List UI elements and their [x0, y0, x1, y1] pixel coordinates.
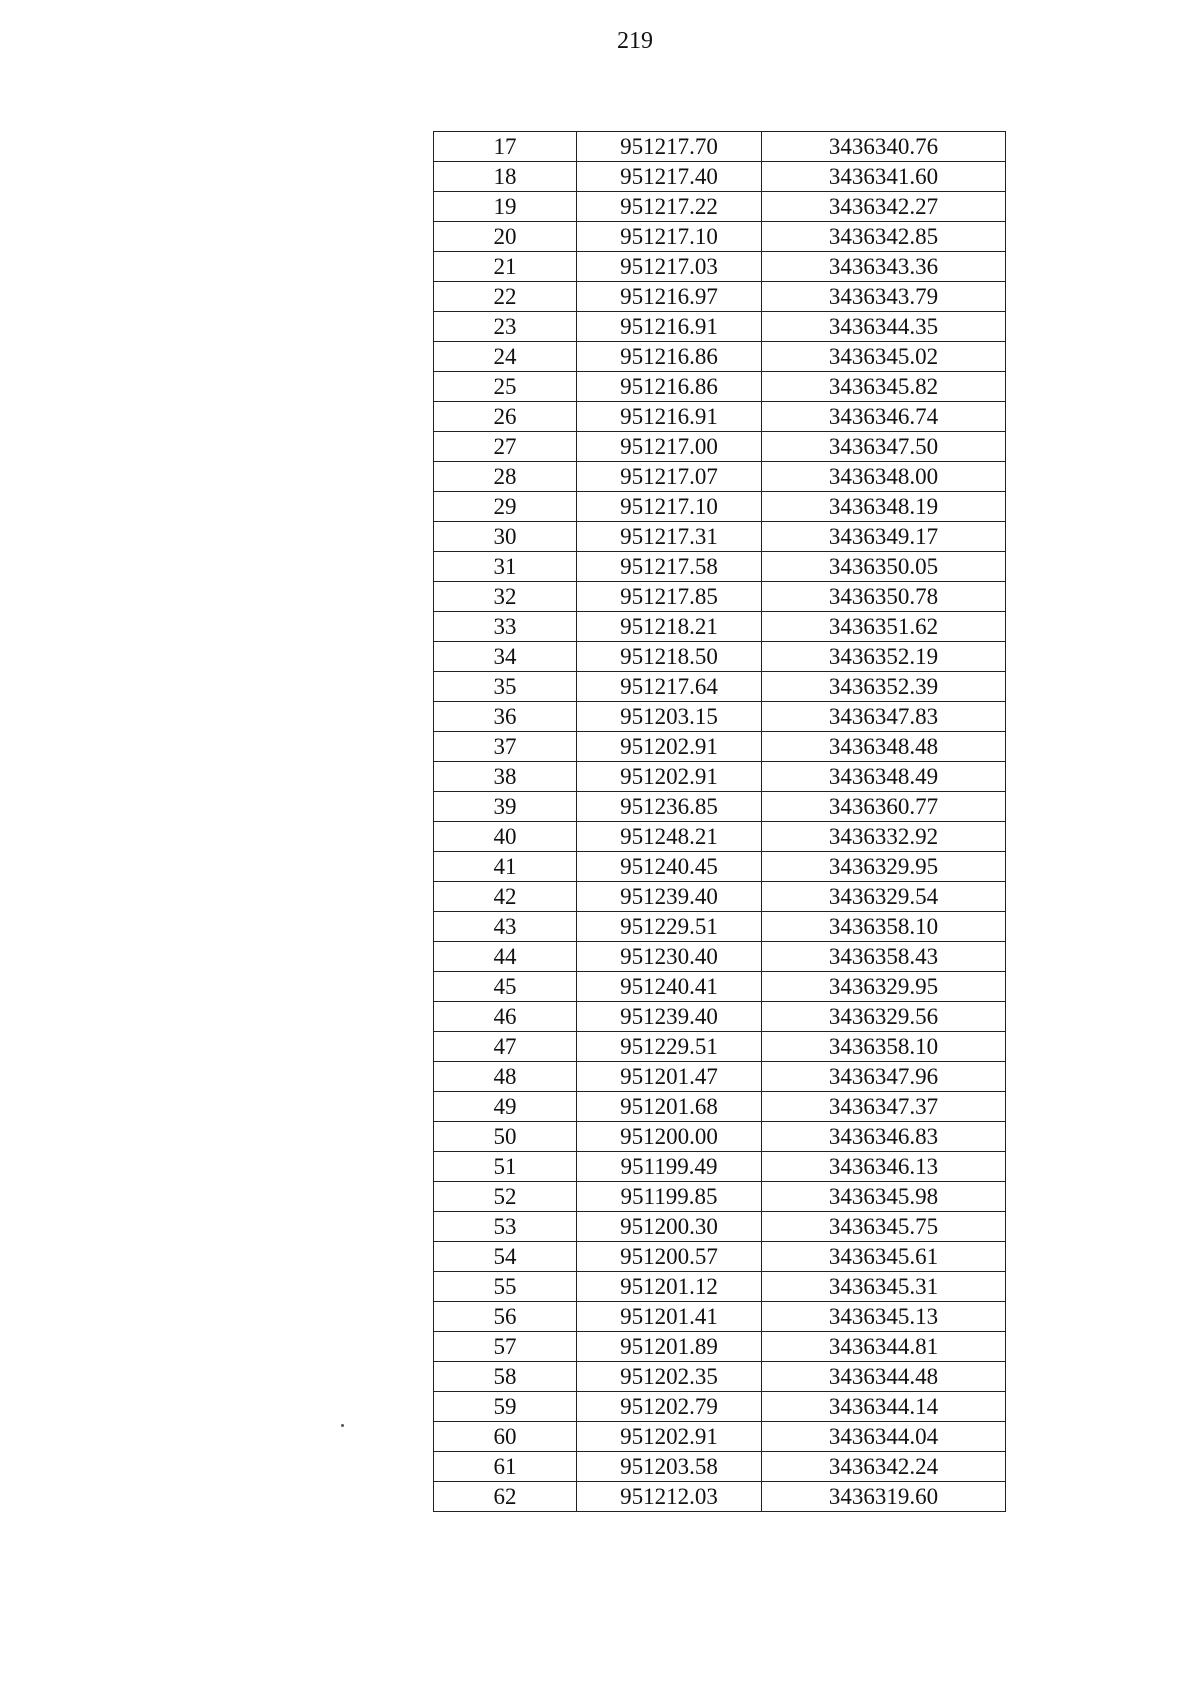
table-row	[434, 912, 1006, 942]
y-coordinate-cell: 3436351.62	[762, 612, 1006, 642]
x-coordinate-cell: 951217.40	[577, 162, 762, 192]
table-row	[434, 222, 1006, 252]
point-number-cell: 30	[434, 522, 577, 552]
x-coordinate-cell: 951202.91	[577, 762, 762, 792]
point-number-cell: 62	[434, 1482, 577, 1512]
y-coordinate-cell: 3436341.60	[762, 162, 1006, 192]
y-coordinate-cell: 3436329.54	[762, 882, 1006, 912]
table-row	[434, 1062, 1006, 1092]
table-row	[434, 1152, 1006, 1182]
table-row	[434, 1362, 1006, 1392]
table-row	[434, 522, 1006, 552]
x-coordinate-cell: 951199.49	[577, 1152, 762, 1182]
table-row	[434, 282, 1006, 312]
point-number-cell: 56	[434, 1302, 577, 1332]
x-coordinate-cell: 951217.70	[577, 132, 762, 162]
point-number-cell: 24	[434, 342, 577, 372]
table-row	[434, 342, 1006, 372]
x-coordinate-cell: 951216.91	[577, 312, 762, 342]
x-coordinate-cell: 951200.57	[577, 1242, 762, 1272]
y-coordinate-cell: 3436348.49	[762, 762, 1006, 792]
x-coordinate-cell: 951217.00	[577, 432, 762, 462]
y-coordinate-cell: 3436345.02	[762, 342, 1006, 372]
table-row	[434, 1122, 1006, 1152]
table-row	[434, 612, 1006, 642]
table-row	[434, 462, 1006, 492]
point-number-cell: 58	[434, 1362, 577, 1392]
y-coordinate-cell: 3436345.13	[762, 1302, 1006, 1332]
point-number-cell: 42	[434, 882, 577, 912]
point-number-cell: 52	[434, 1182, 577, 1212]
y-coordinate-cell: 3436352.19	[762, 642, 1006, 672]
point-number-cell: 43	[434, 912, 577, 942]
table-row	[434, 402, 1006, 432]
y-coordinate-cell: 3436352.39	[762, 672, 1006, 702]
point-number-cell: 53	[434, 1212, 577, 1242]
coordinate-table	[433, 131, 1006, 1512]
table-row	[434, 732, 1006, 762]
table-row	[434, 432, 1006, 462]
point-number-cell: 36	[434, 702, 577, 732]
x-coordinate-cell: 951217.07	[577, 462, 762, 492]
x-coordinate-cell: 951239.40	[577, 882, 762, 912]
table-row	[434, 1242, 1006, 1272]
x-coordinate-cell: 951200.00	[577, 1122, 762, 1152]
table-row	[434, 1212, 1006, 1242]
y-coordinate-cell: 3436347.50	[762, 432, 1006, 462]
y-coordinate-cell: 3436347.96	[762, 1062, 1006, 1092]
point-number-cell: 51	[434, 1152, 577, 1182]
y-coordinate-cell: 3436349.17	[762, 522, 1006, 552]
table-row	[434, 1272, 1006, 1302]
y-coordinate-cell: 3436329.56	[762, 1002, 1006, 1032]
table-row	[434, 852, 1006, 882]
y-coordinate-cell: 3436358.10	[762, 912, 1006, 942]
table-row	[434, 942, 1006, 972]
point-number-cell: 29	[434, 492, 577, 522]
table-row	[434, 492, 1006, 522]
x-coordinate-cell: 951201.89	[577, 1332, 762, 1362]
y-coordinate-cell: 3436345.98	[762, 1182, 1006, 1212]
x-coordinate-cell: 951217.10	[577, 222, 762, 252]
table-row	[434, 192, 1006, 222]
x-coordinate-cell: 951229.51	[577, 912, 762, 942]
y-coordinate-cell: 3436346.13	[762, 1152, 1006, 1182]
x-coordinate-cell: 951212.03	[577, 1482, 762, 1512]
table-row	[434, 702, 1006, 732]
point-number-cell: 57	[434, 1332, 577, 1362]
y-coordinate-cell: 3436348.00	[762, 462, 1006, 492]
table-row	[434, 1422, 1006, 1452]
y-coordinate-cell: 3436344.14	[762, 1392, 1006, 1422]
table-row	[434, 1452, 1006, 1482]
point-number-cell: 38	[434, 762, 577, 792]
table-row	[434, 312, 1006, 342]
scan-speck	[341, 1424, 344, 1427]
point-number-cell: 41	[434, 852, 577, 882]
point-number-cell: 32	[434, 582, 577, 612]
x-coordinate-cell: 951202.35	[577, 1362, 762, 1392]
x-coordinate-cell: 951240.45	[577, 852, 762, 882]
y-coordinate-cell: 3436344.48	[762, 1362, 1006, 1392]
x-coordinate-cell: 951202.91	[577, 732, 762, 762]
x-coordinate-cell: 951216.97	[577, 282, 762, 312]
x-coordinate-cell: 951248.21	[577, 822, 762, 852]
table-row	[434, 132, 1006, 162]
y-coordinate-cell: 3436345.61	[762, 1242, 1006, 1272]
point-number-cell: 19	[434, 192, 577, 222]
table-row	[434, 1182, 1006, 1212]
y-coordinate-cell: 3436345.31	[762, 1272, 1006, 1302]
y-coordinate-cell: 3436348.19	[762, 492, 1006, 522]
y-coordinate-cell: 3436343.79	[762, 282, 1006, 312]
x-coordinate-cell: 951236.85	[577, 792, 762, 822]
x-coordinate-cell: 951201.68	[577, 1092, 762, 1122]
x-coordinate-cell: 951217.58	[577, 552, 762, 582]
point-number-cell: 50	[434, 1122, 577, 1152]
x-coordinate-cell: 951202.91	[577, 1422, 762, 1452]
point-number-cell: 20	[434, 222, 577, 252]
x-coordinate-cell: 951203.58	[577, 1452, 762, 1482]
x-coordinate-cell: 951202.79	[577, 1392, 762, 1422]
x-coordinate-cell: 951203.15	[577, 702, 762, 732]
table-row	[434, 642, 1006, 672]
point-number-cell: 25	[434, 372, 577, 402]
point-number-cell: 34	[434, 642, 577, 672]
x-coordinate-cell: 951217.64	[577, 672, 762, 702]
point-number-cell: 18	[434, 162, 577, 192]
y-coordinate-cell: 3436343.36	[762, 252, 1006, 282]
table-row	[434, 1482, 1006, 1512]
x-coordinate-cell: 951216.86	[577, 342, 762, 372]
point-number-cell: 37	[434, 732, 577, 762]
y-coordinate-cell: 3436347.83	[762, 702, 1006, 732]
point-number-cell: 55	[434, 1272, 577, 1302]
coordinate-table-body	[434, 132, 1006, 1512]
table-row	[434, 372, 1006, 402]
y-coordinate-cell: 3436344.81	[762, 1332, 1006, 1362]
x-coordinate-cell: 951217.22	[577, 192, 762, 222]
point-number-cell: 35	[434, 672, 577, 702]
table-row	[434, 1092, 1006, 1122]
y-coordinate-cell: 3436342.24	[762, 1452, 1006, 1482]
point-number-cell: 61	[434, 1452, 577, 1482]
x-coordinate-cell: 951217.31	[577, 522, 762, 552]
y-coordinate-cell: 3436319.60	[762, 1482, 1006, 1512]
table-row	[434, 792, 1006, 822]
y-coordinate-cell: 3436332.92	[762, 822, 1006, 852]
y-coordinate-cell: 3436342.27	[762, 192, 1006, 222]
point-number-cell: 31	[434, 552, 577, 582]
y-coordinate-cell: 3436329.95	[762, 972, 1006, 1002]
point-number-cell: 49	[434, 1092, 577, 1122]
point-number-cell: 26	[434, 402, 577, 432]
table-row	[434, 762, 1006, 792]
x-coordinate-cell: 951201.12	[577, 1272, 762, 1302]
point-number-cell: 59	[434, 1392, 577, 1422]
table-row	[434, 972, 1006, 1002]
table-row	[434, 162, 1006, 192]
point-number-cell: 54	[434, 1242, 577, 1272]
point-number-cell: 28	[434, 462, 577, 492]
table-row	[434, 1392, 1006, 1422]
point-number-cell: 45	[434, 972, 577, 1002]
point-number-cell: 39	[434, 792, 577, 822]
point-number-cell: 33	[434, 612, 577, 642]
table-row	[434, 1032, 1006, 1062]
table-row	[434, 252, 1006, 282]
x-coordinate-cell: 951217.10	[577, 492, 762, 522]
table-row	[434, 882, 1006, 912]
y-coordinate-cell: 3436342.85	[762, 222, 1006, 252]
point-number-cell: 40	[434, 822, 577, 852]
y-coordinate-cell: 3436346.83	[762, 1122, 1006, 1152]
y-coordinate-cell: 3436350.78	[762, 582, 1006, 612]
y-coordinate-cell: 3436345.82	[762, 372, 1006, 402]
y-coordinate-cell: 3436347.37	[762, 1092, 1006, 1122]
table-row	[434, 822, 1006, 852]
point-number-cell: 60	[434, 1422, 577, 1452]
x-coordinate-cell: 951217.85	[577, 582, 762, 612]
table-row	[434, 1332, 1006, 1362]
point-number-cell: 48	[434, 1062, 577, 1092]
y-coordinate-cell: 3436348.48	[762, 732, 1006, 762]
table-row	[434, 582, 1006, 612]
x-coordinate-cell: 951239.40	[577, 1002, 762, 1032]
x-coordinate-cell: 951201.41	[577, 1302, 762, 1332]
y-coordinate-cell: 3436344.04	[762, 1422, 1006, 1452]
point-number-cell: 44	[434, 942, 577, 972]
table-row	[434, 672, 1006, 702]
y-coordinate-cell: 3436329.95	[762, 852, 1006, 882]
x-coordinate-cell: 951216.91	[577, 402, 762, 432]
table-row	[434, 1002, 1006, 1032]
y-coordinate-cell: 3436350.05	[762, 552, 1006, 582]
y-coordinate-cell: 3436345.75	[762, 1212, 1006, 1242]
y-coordinate-cell: 3436358.10	[762, 1032, 1006, 1062]
y-coordinate-cell: 3436360.77	[762, 792, 1006, 822]
table-row	[434, 552, 1006, 582]
x-coordinate-cell: 951218.21	[577, 612, 762, 642]
x-coordinate-cell: 951230.40	[577, 942, 762, 972]
point-number-cell: 46	[434, 1002, 577, 1032]
point-number-cell: 21	[434, 252, 577, 282]
x-coordinate-cell: 951229.51	[577, 1032, 762, 1062]
y-coordinate-cell: 3436344.35	[762, 312, 1006, 342]
x-coordinate-cell: 951217.03	[577, 252, 762, 282]
x-coordinate-cell: 951200.30	[577, 1212, 762, 1242]
point-number-cell: 22	[434, 282, 577, 312]
y-coordinate-cell: 3436340.76	[762, 132, 1006, 162]
x-coordinate-cell: 951218.50	[577, 642, 762, 672]
point-number-cell: 47	[434, 1032, 577, 1062]
x-coordinate-cell: 951199.85	[577, 1182, 762, 1212]
x-coordinate-cell: 951240.41	[577, 972, 762, 1002]
y-coordinate-cell: 3436358.43	[762, 942, 1006, 972]
x-coordinate-cell: 951216.86	[577, 372, 762, 402]
point-number-cell: 27	[434, 432, 577, 462]
point-number-cell: 23	[434, 312, 577, 342]
point-number-cell: 17	[434, 132, 577, 162]
x-coordinate-cell: 951201.47	[577, 1062, 762, 1092]
y-coordinate-cell: 3436346.74	[762, 402, 1006, 432]
page-number: 219	[617, 28, 653, 54]
table-row	[434, 1302, 1006, 1332]
